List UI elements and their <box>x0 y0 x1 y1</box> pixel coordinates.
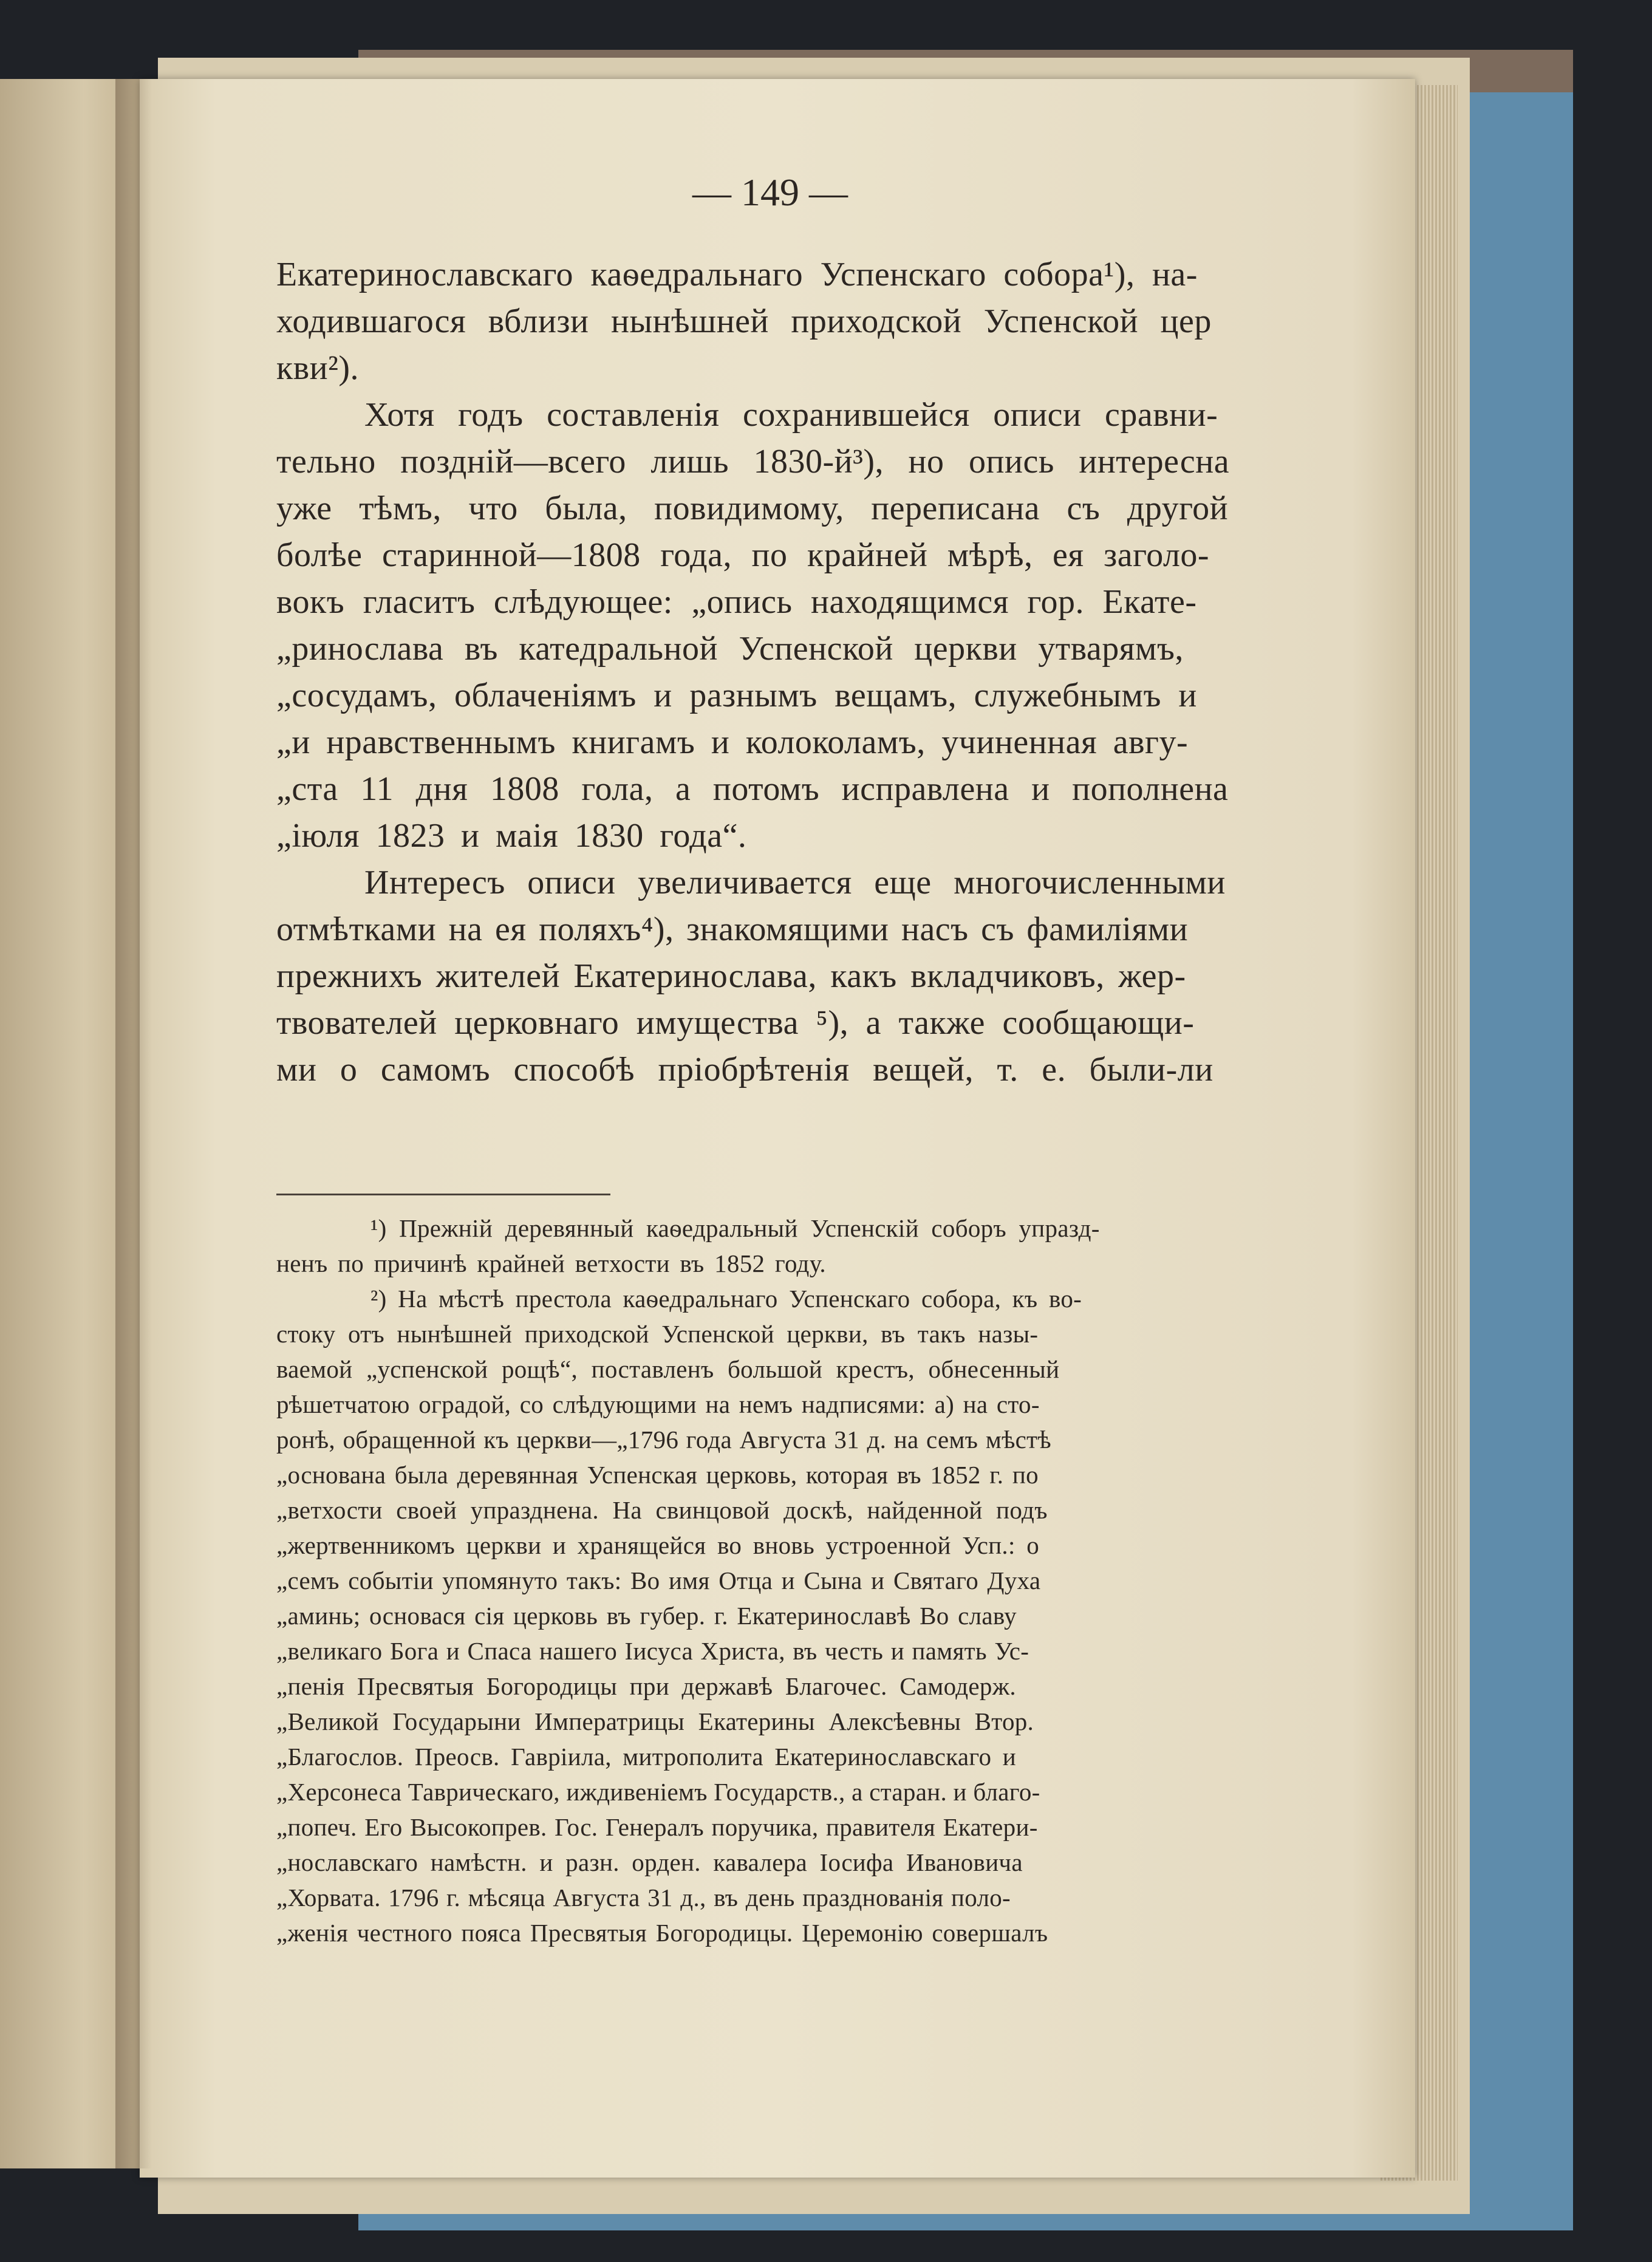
footnote-line: „семъ событіи упомянуто такъ: Во имя Отца и Сына и Святаго Духа <box>276 1567 1041 1594</box>
footnote-line: ронѣ, обращенной къ церкви—„1796 года Августа 31 д. на семъ мѣстѣ <box>276 1426 1051 1454</box>
footnote-line: „пенія Пресвятыя Богородицы при державѣ Благочес. Самодерж. <box>276 1672 1016 1700</box>
body-line: тельно поздній—всего лишь 1830-й³), но опись интересна <box>276 443 1230 480</box>
book-gutter-shadow <box>115 79 152 2168</box>
footnote-line: ненъ по причинѣ крайней ветхости въ 1852 году. <box>276 1249 826 1277</box>
body-line: кви²). <box>276 349 360 387</box>
footnote-line: „Великой Государыни Императрицы Екатерины Алексѣевны Втор. <box>276 1707 1034 1735</box>
footnote-line: „Благослов. Преосв. Гавріила, митрополита Екатеринославскаго и <box>276 1743 1017 1771</box>
footnote-line: „ветхости своей упразднена. На свинцовой доскѣ, найденной подъ <box>276 1496 1048 1524</box>
footnote-line: „жертвенникомъ церкви и хранящейся во вновь устроенной Усп.: о <box>276 1531 1040 1559</box>
page-number: — 149 — <box>692 171 848 214</box>
body-line: Хотя годъ составленія сохранившейся описи сравни- <box>364 396 1218 434</box>
body-line: отмѣтками на ея поляхъ⁴), знакомящими насъ съ фамиліями <box>276 911 1189 948</box>
body-line: твователей церковнаго имущества ⁵), а также сообщающи- <box>276 1004 1195 1042</box>
footnote-line: ваемой „успенской рощѣ“, поставленъ большой крестъ, обнесенный <box>276 1355 1060 1383</box>
body-line: „іюля 1823 и маія 1830 года“. <box>276 817 747 855</box>
body-line: „и нравственнымъ книгамъ и колоколамъ, учиненная авгу- <box>276 723 1189 761</box>
footnote-line: „Херсонеса Таврическаго, иждивеніемъ Государств., а старан. и благо- <box>276 1778 1040 1806</box>
body-line: вокъ гласитъ слѣдующее: „опись находящимся гор. Екате- <box>276 583 1197 621</box>
footnote-line: „основана была деревянная Успенская церковь, которая въ 1852 г. по <box>276 1461 1039 1489</box>
footnote-line: стоку отъ нынѣшней приходской Успенской церкви, въ такъ назы- <box>276 1320 1039 1348</box>
body-line: „сосудамъ, облаченіямъ и разнымъ вещамъ, служебнымъ и <box>276 677 1197 714</box>
footnote-line: „Хорвата. 1796 г. мѣсяца Августа 31 д., въ день празднованія поло- <box>276 1884 1011 1912</box>
body-line: болѣе старинной—1808 года, по крайней мѣрѣ, ея заголо- <box>276 536 1210 574</box>
body-line: ми о самомъ способѣ пріобрѣтенія вещей, т. е. были-ли <box>276 1051 1213 1088</box>
footnote-divider <box>276 1194 610 1195</box>
body-line: прежнихъ жителей Екатеринослава, какъ вкладчиковъ, жер- <box>276 957 1186 995</box>
body-line: уже тѣмъ, что была, повидимому, переписана съ другой <box>276 490 1229 527</box>
footnote-line: „женія честного пояса Пресвятыя Богородицы. Церемонію совершалъ <box>276 1919 1048 1947</box>
body-line: Екатеринославскаго каѳедральнаго Успенскаго собора¹), на- <box>276 256 1198 293</box>
footnote-line: рѣшетчатою оградой, со слѣдующими на немъ надписями: а) на сто- <box>276 1390 1040 1418</box>
body-line: „ста 11 дня 1808 гола, а потомъ исправлена и пополнена <box>276 770 1229 808</box>
footnote-line: ²) На мѣстѣ престола каѳедральнаго Успенскаго собора, къ во- <box>370 1285 1082 1313</box>
body-line: Интересъ описи увеличивается еще многочисленными <box>364 864 1226 901</box>
book-page <box>140 79 1415 2178</box>
footnote-line: „нославскаго намѣстн. и разн. орден. кавалера Іосифа Ивановича <box>276 1848 1023 1876</box>
footnote-line: ¹) Прежній деревянный каѳедральный Успенскій соборъ упразд- <box>370 1214 1100 1242</box>
footnote-line: „аминь; основася сія церковь въ губер. г. Екатеринославѣ Во славу <box>276 1602 1017 1630</box>
footnote-line: „попеч. Его Высокопрев. Гос. Генералъ поручика, правителя Екатери- <box>276 1813 1038 1841</box>
footnote-line: „великаго Бога и Спаса нашего Іисуса Христа, въ честь и память Ус- <box>276 1637 1029 1665</box>
body-line: ходившагося вблизи нынѣшней приходской Успенской цер <box>276 302 1212 340</box>
body-line: „ринослава въ катедральной Успенской церкви утварямъ, <box>276 630 1184 668</box>
